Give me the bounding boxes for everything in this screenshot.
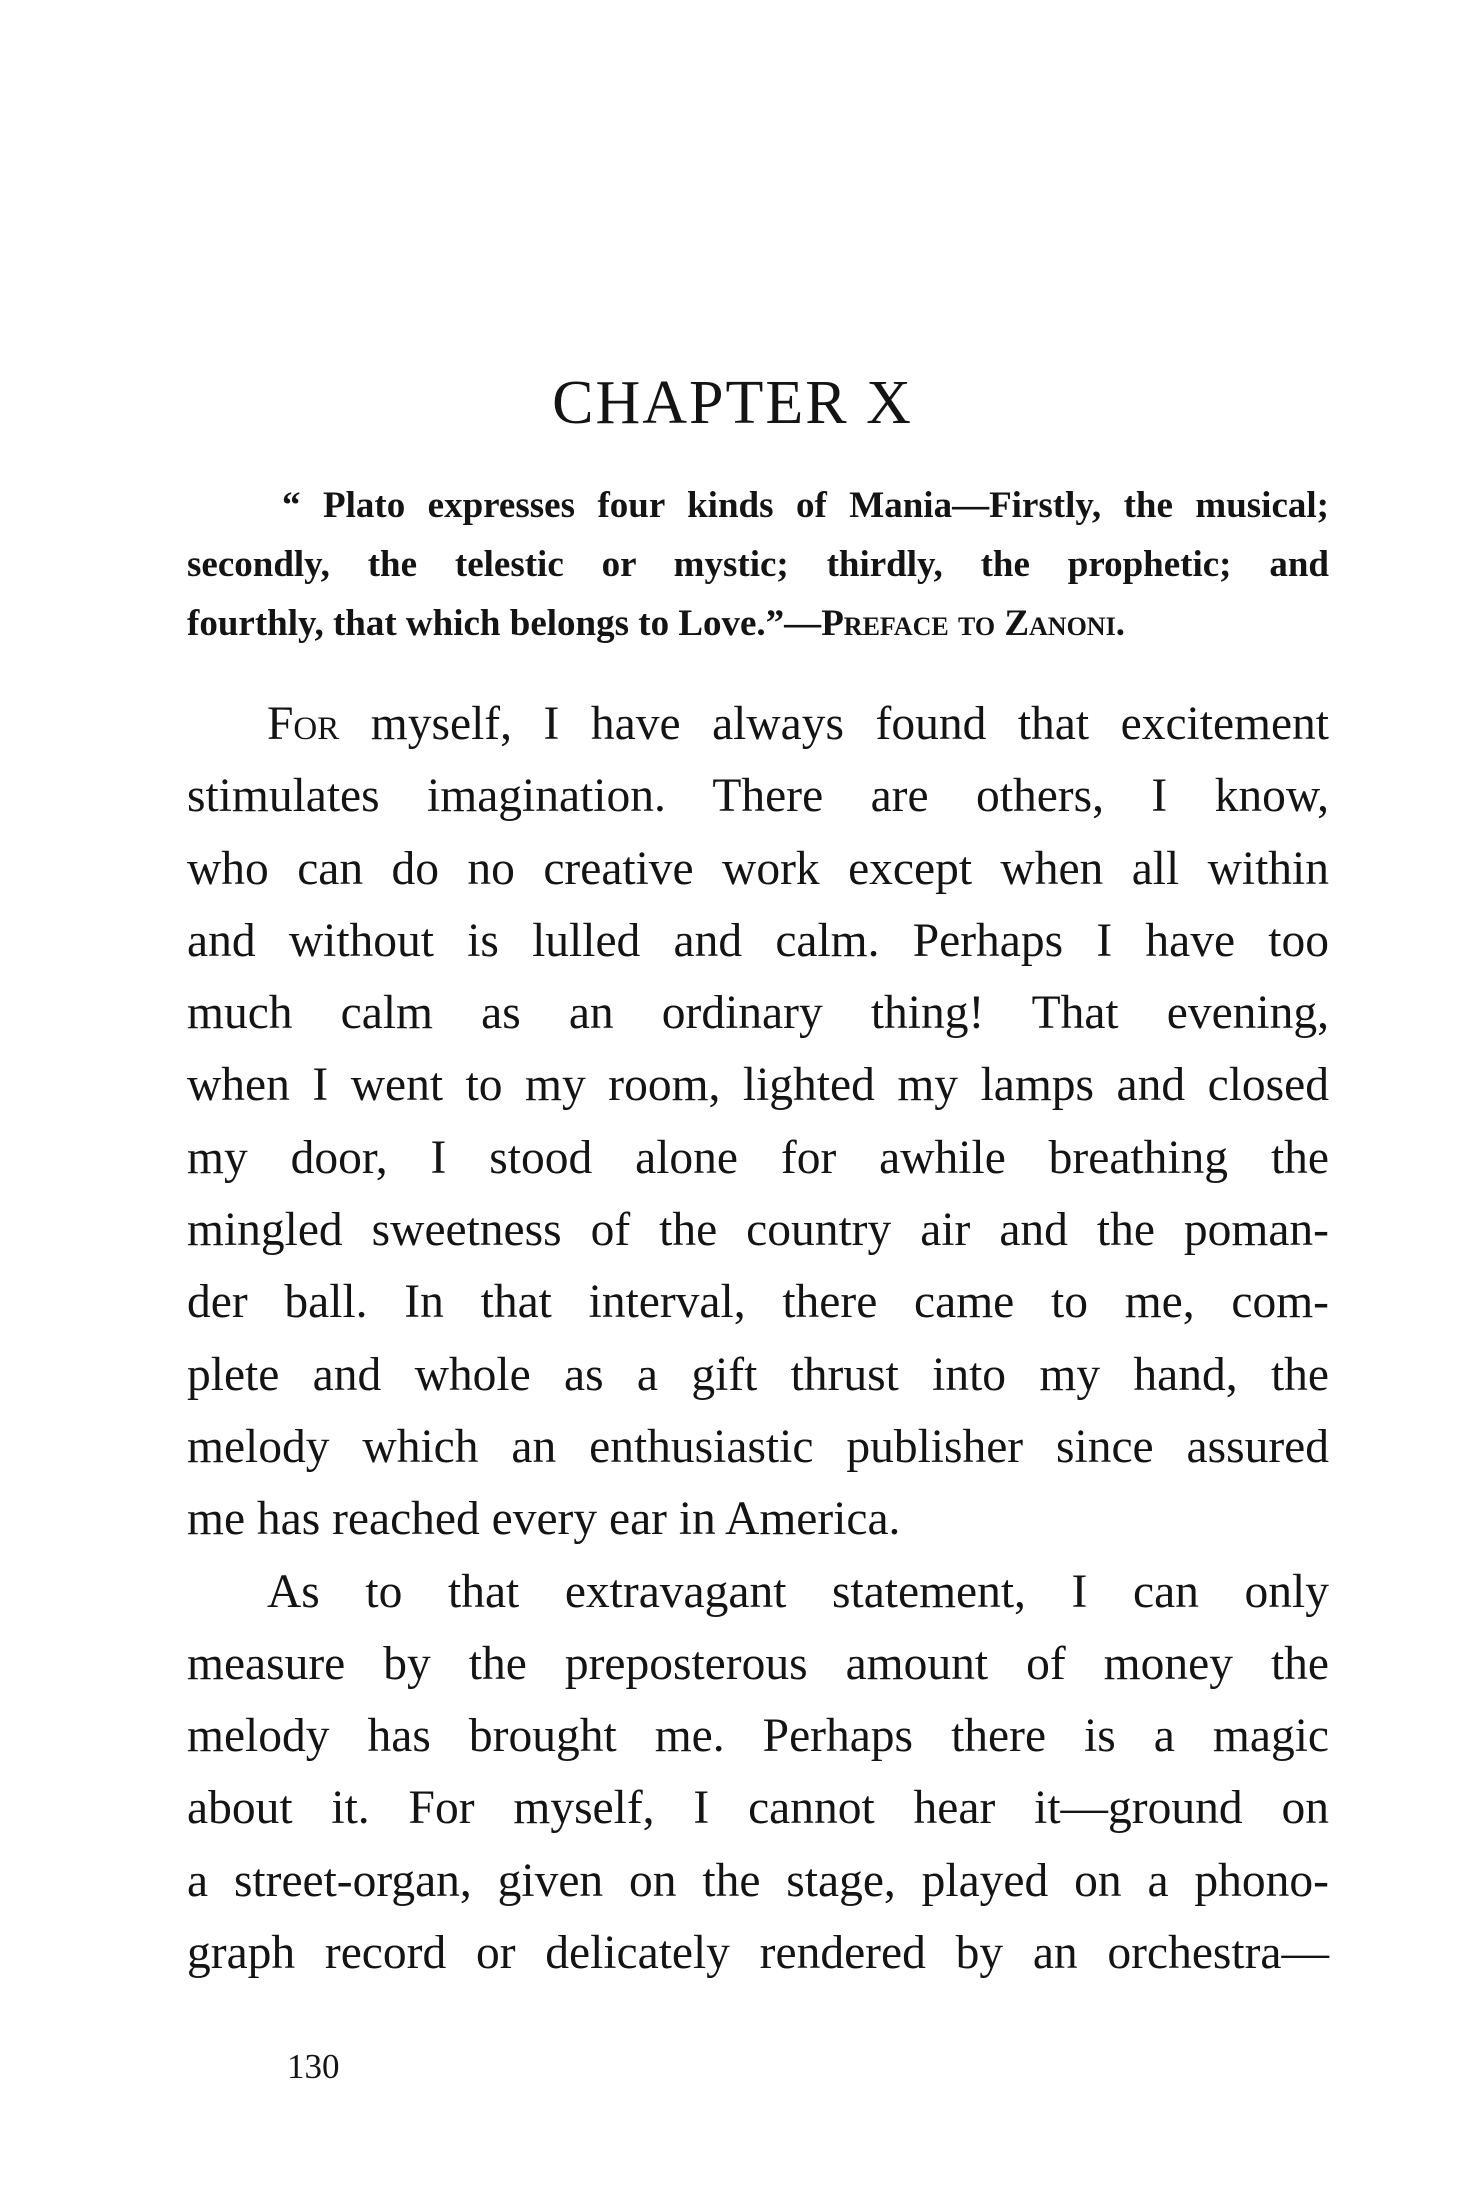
epigraph-source: Preface to Zanoni. <box>821 603 1125 644</box>
epigraph-line-text: fourthly, that which belongs to Love.”— <box>187 603 822 644</box>
text-line: about it. For myself, I cannot hear it—ground on <box>187 1782 1329 1835</box>
chapter-title: CHAPTER X <box>552 369 913 437</box>
paragraph-1 <box>187 688 1329 1556</box>
text-line: when I went to my room, lighted my lamps and closed <box>187 1059 1329 1112</box>
text-line: graph record or delicately rendered by an orchestra— <box>187 1927 1329 1980</box>
text-line: plete and whole as a gift thrust into my hand, the <box>187 1348 1329 1401</box>
lead-word: For <box>267 698 340 750</box>
text-line: der ball. In that interval, there came to me, com- <box>187 1276 1329 1329</box>
text-line-rest: myself, I have always found that excitement <box>339 698 1329 750</box>
epigraph-line: “ Plato expresses four kinds of Mania—Firstly, the musical; <box>282 485 1329 526</box>
text-line <box>187 688 1329 760</box>
epigraph-line: secondly, the telestic or mystic; thirdly, the prophetic; and <box>187 544 1329 585</box>
text-line: much calm as an ordinary thing! That evening, <box>187 987 1329 1040</box>
text-line: who can do no creative work except when all within <box>187 842 1329 895</box>
text-line: me has reached every ear in America. <box>187 1493 901 1546</box>
body-text <box>187 688 1329 1989</box>
text-line: melody which an enthusiastic publisher since assured <box>187 1420 1329 1473</box>
text-line: and without is lulled and calm. Perhaps I have too <box>187 914 1329 967</box>
text-line: a street-organ, given on the stage, played on a phono- <box>187 1854 1329 1907</box>
text-line: As to that extravagant statement, I can only <box>267 1565 1329 1618</box>
text-line: stimulates imagination. There are others, I know, <box>187 770 1329 823</box>
text-line: melody has brought me. Perhaps there is a magic <box>187 1710 1329 1763</box>
text-line: measure by the preposterous amount of money the <box>187 1637 1329 1690</box>
text-line: mingled sweetness of the country air and the poman- <box>187 1204 1329 1257</box>
text-line: my door, I stood alone for awhile breathing the <box>187 1131 1329 1184</box>
page-number: 130 <box>287 2047 340 2086</box>
epigraph-line <box>187 594 1329 653</box>
paragraph-2 <box>187 1556 1329 1990</box>
epigraph <box>187 476 1329 653</box>
